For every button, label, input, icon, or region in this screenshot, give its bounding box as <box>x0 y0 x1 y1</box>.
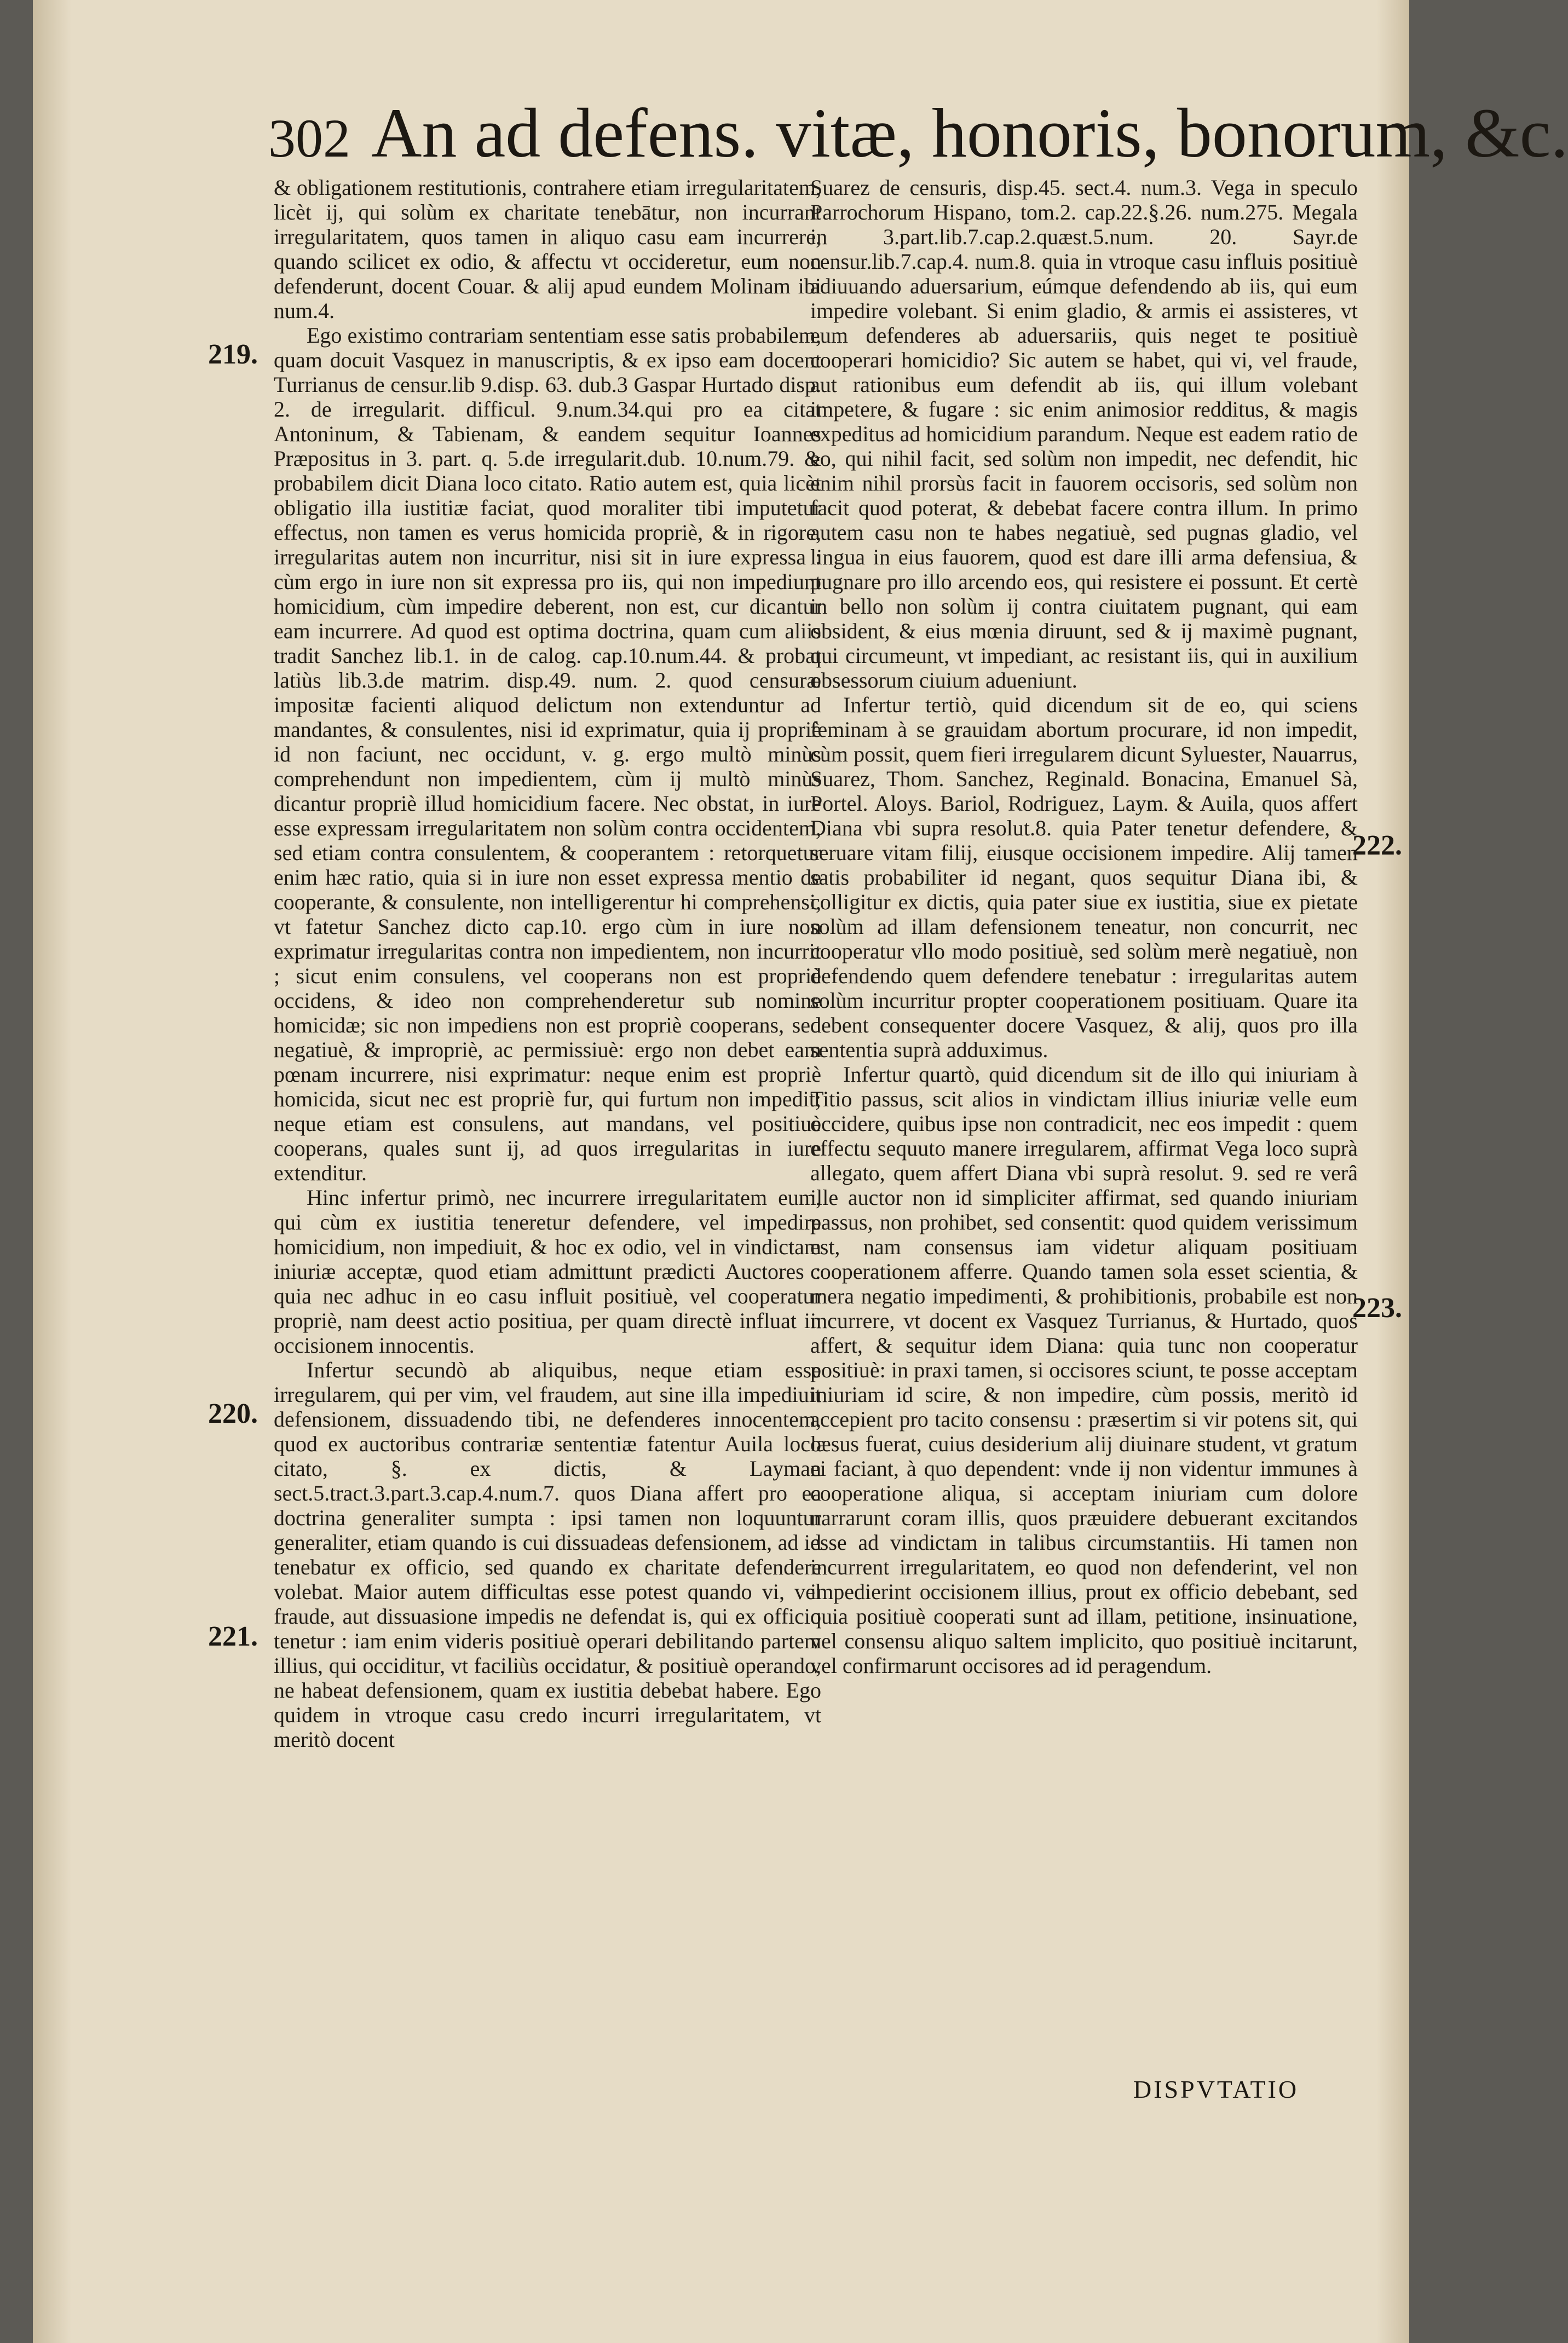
paragraph: Suarez de censuris, disp.45. sect.4. num.3. Vega in speculo Parrochorum Hispano, tom.2. cap.22.§.26. num.275. Megala in 3.part.lib.7.cap.2.quæst.5.num. 20. Sayr.de censur.lib.7.cap.4. num.8. quia in vtroque casu influis positiuè adiuuando aduersarium, eúmque defendendo ab iis, qui eum impedire volebant. Si enim gladio, & armis ei assisteres, vt eum defenderes ab aduersariis, quis neget te positiuè cooperari homicidio? Sic autem se habet, qui vi, vel fraude, aut rationibus eum defendit ab iis, qui illum volebant impetere, & fugare : sic enim animosior redditus, & magis expeditus ad homicidium parandum. Neque est eadem ratio de eo, qui nihil facit, sed solùm non impedit, nec defendit, hic enim nihil prorsùs facit in fauorem occisoris, sed solùm non facit quod poterat, & debebat facere contra illum. In primo autem casu non te habes negatiuè, sed pugnas gladio, vel lingua in eius fauorem, quod est dare illi arma defensiua, & pugnare pro illo arcendo eos, qui resistere ei possunt. Et certè in bello non solùm ij contra ciuitatem pugnant, qui eam obsident, & eius mœnia diruunt, sed & ij maximè pugnant, qui circumeunt, vt impediant, ac resistant iis, qui in auxilium obsessorum ciuium adueniunt. <box>810 175 1358 692</box>
book-page <box>33 0 1568 2343</box>
catchword: DISPVTATIO <box>1133 2075 1299 2103</box>
margin-number-222: 222. <box>1352 830 1402 861</box>
paragraph: Infertur secundò ab aliquibus, neque etiam esse irregularem, qui per vim, vel fraudem, aut sine illa impediuit defensionem, dissuadendo tibi, ne defenderes innocentem, quod ex auctoribus contrariæ sententiæ fatentur Auila loco citato, §. ex dictis, & Layman sect.5.tract.3.part.3.cap.4.num.7. quos Diana affert pro ea doctrina generaliter sumpta : ipsi tamen non loquuntur generaliter, etiam quando is cui dissuadeas defensionem, ad id tenebatur ex officio, sed quando ex charitate defendere volebat. Maior autem difficultas esse potest quando vi, vel fraude, aut dissuasione impedis ne defendat is, qui ex officio tenetur : iam enim videris positiuè operari debilitando partem illius, qui occiditur, vt faciliùs occidatur, & positiuè operando, ne habeat defensionem, quam ex iustitia debebat habere. Ego quidem in vtroque casu credo incurri irregularitatem, vt meritò docent <box>274 1358 821 1752</box>
paragraph: Ego existimo contrariam sententiam esse satis probabilem, quam docuit Vasquez in manuscriptis, & ex ipso eam docent Turrianus de censur.lib 9.disp. 63. dub.3 Gaspar Hurtado disp. 2. de irregularit. difficul. 9.num.34.qui pro ea citat Antoninum, & Tabienam, & eandem sequitur Ioannes Præpositus in 3. part. q. 5.de irregularit.dub. 10.num.79. & probabilem dicit Diana loco citato. Ratio autem est, quia licèt obligatio illa iustitiæ faciat, quod moraliter tibi imputetur effectus, non tamen es verus homicida propriè, & in rigore, irregularitas autem non incurritur, nisi sit in iure expressa : cùm ergo in iure non sit expressa pro iis, qui non impediunt homicidium, cùm impedire deberent, non est, cur dicantur eam incurrere. Ad quod est optima doctrina, quam cum aliis tradit Sanchez lib.1. in de calog. cap.10.num.44. & probat latiùs lib.3.de matrim. disp.49. num. 2. quod censuræ impositæ facienti aliquod delictum non extenduntur ad mandantes, & consulentes, nisi id exprimatur, quia ij propriè id non faciunt, nec occidunt, v. g. ergo multò minùs comprehendunt non impedientem, cùm ij multò minùs dicantur propriè illud homicidium facere. Nec obstat, in iure esse expressam irregularitatem non solùm contra occidentem, sed etiam contra consulentem, & cooperantem : retorquetur enim hæc ratio, quia si in iure non esset expressa mentio de cooperante, & consulente, non intelligerentur hi comprehensi, vt fatetur Sanchez dicto cap.10. ergo cùm in iure non exprimatur irregularitas contra non impedientem, non incurrit ; sicut enim consulens, vel cooperans non est propriè occidens, & ideo non comprehenderetur sub nomine homicidæ; sic non impediens non est propriè cooperans, sed negatiuè, & impropriè, ac permissiuè: ergo non debet eam pœnam incurrere, nisi exprimatur: neque enim est propriè homicida, sicut nec est propriè fur, qui furtum non impedit; neque etiam est consulens, aut mandans, vel positiuè cooperans, quales sunt ij, ad quos irregularitas in iure extenditur. <box>274 323 821 1185</box>
margin-number-220: 220. <box>208 1398 258 1429</box>
margin-number-221: 221. <box>208 1621 258 1652</box>
page-header <box>268 93 1568 175</box>
left-column <box>274 175 821 1752</box>
gutter-shadow <box>33 0 71 2343</box>
page-number: 302 <box>268 108 350 169</box>
right-column <box>810 175 1358 1678</box>
margin-number-223: 223. <box>1352 1292 1402 1324</box>
paragraph: & obligationem restitutionis, contrahere etiam irregularitatem, licèt ij, qui solùm ex charitate tenebātur, non incurrant irregularitatem, quos tamen in aliquo casu eam incurrere, quando scilicet ex odio, & affectu vt occideretur, eum non defenderunt, docent Couar. & alij apud eundem Molinam ibi num.4. <box>274 175 821 323</box>
paragraph: Infertur tertiò, quid dicendum sit de eo, qui sciens feminam à se grauidam abortum procurare, id non impedit, cùm possit, quem fieri irregularem dicunt Syluester, Nauarrus, Suarez, Thom. Sanchez, Reginald. Bonacina, Emanuel Sà, Portel. Aloys. Bariol, Rodriguez, Laym. & Auila, quos affert Diana vbi supra resolut.8. quia Pater tenetur defendere, & seruare vitam filij, eiusque occisionem impedire. Alij tamen satis probabiliter id negant, quos sequitur Diana ibi, & colligitur ex dictis, quia pater siue ex iustitia, siue ex pietate solùm ad illam defensionem teneatur, non concurrit, nec cooperatur vllo modo positiuè, sed solùm merè negatiuè, non defendendo quem defendere tenebatur : irregularitas autem solùm incurritur propter cooperationem positiuam. Quare ita debent consequenter docere Vasquez, & alij, quos pro illa sententia suprà adduximus. <box>810 692 1358 1062</box>
running-title: An ad defens. vitæ, honoris, bonorum, &c. <box>371 94 1568 172</box>
edge-shadow <box>1376 0 1409 2343</box>
paragraph: Infertur quartò, quid dicendum sit de illo qui iniuriam à Titio passus, scit alios in vindictam illius iniuriæ velle eum occidere, quibus ipse non contradicit, nec eos impedit : quem effectu sequuto manere irregularem, affirmat Vega loco suprà allegato, quem affert Diana vbi suprà resolut. 9. sed re verâ ille auctor non id simpliciter affirmat, sed quando iniuriam passus, non prohibet, sed consentit: quod quidem verissimum est, nam consensus iam videtur aliquam positiuam cooperationem afferre. Quando tamen sola esset scientia, & mera negatio impedimenti, & prohibitionis, probabile est non incurrere, vt docent ex Vasquez Turrianus, & Hurtado, quos affert, & sequitur idem Diana: quia tunc non cooperatur positiuè: in praxi tamen, si occisores sciunt, te posse acceptam iniuriam id scire, & non impedire, cùm possis, meritò id accepient pro tacito consensu : præsertim si vir potens sit, qui læsus fuerat, cuius desiderium alij diuinare student, vt gratum ei faciant, à quo dependent: vnde ij non videntur immunes à cooperatione aliqua, si acceptam iniuriam cum dolore narrarunt coram illis, quos præuidere debuerant excitandos esse ad vindictam in talibus circumstantiis. Hi tamen non incurrent irregularitatem, eo quod non defenderint, vel non impedierint occisionem illius, prout ex officio debebant, sed quia positiuè cooperati sunt ad illam, petitione, insinuatione, vel consensu aliquo saltem implicito, quo positiuè incitarunt, vel confirmarunt occisores ad id peragendum. <box>810 1062 1358 1678</box>
paragraph: Hinc infertur primò, nec incurrere irregularitatem eum, qui cùm ex iustitia teneretur defendere, vel impedire homicidium, non impediuit, & hoc ex odio, vel in vindictam iniuriæ acceptæ, quod etiam admittunt prædicti Auctores : quia nec adhuc in eo casu influit positiuè, vel cooperatur propriè, nam deest actio positiua, per quam directè influat in occisionem innocentis. <box>274 1185 821 1358</box>
margin-number-219: 219. <box>208 339 258 370</box>
